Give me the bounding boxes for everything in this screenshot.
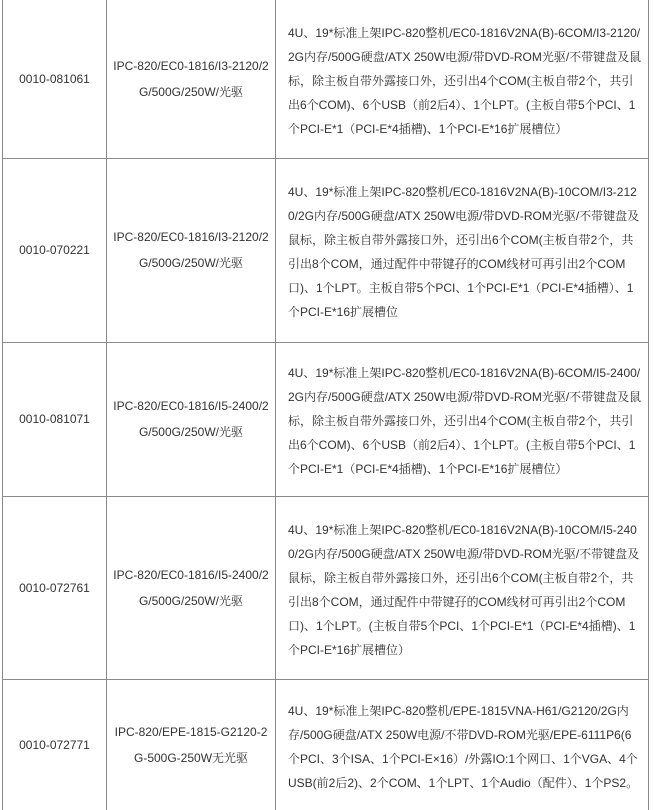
table-row [3, 496, 649, 679]
product-spec-table [2, 0, 649, 810]
model-name: IPC-820/EC0-1816/I5-2400/2G/500G/250W/光驱 [113, 567, 269, 608]
model-name: IPC-820/EC0-1816/I5-2400/2G/500G/250W/光驱 [113, 399, 269, 439]
model-name: IPC-820/EPE-1815-G2120-2G-500G-250W无光驱 [114, 724, 268, 765]
part-number: 0010-072761 [19, 580, 90, 595]
table-row [3, 0, 649, 158]
part-number: 0010-081061 [19, 71, 90, 86]
description: 4U、19*标准上架IPC-820整机/EC0-1816V2NA(B)-10COM/I5-2400/2G内存/500G硬盘/ATX 250W电源/带DVD-ROM光驱/不带键盘及鼠标，除主板自带外露接口外，还引出6个COM(主板自带2个，共引出8个COM，通过配件中带键孖的COM线材可再引出2个COM口)、1个LPT。(主板自带5个PCI、1个PCI-E*1（PCI-E*4插槽)、1个PCI-E*16扩展槽位） [288, 522, 640, 657]
description: 4U、19*标准上架IPC-820整机/EPE-1815VNA-H61/G2120/2G内存/500G硬盘/ATX 250W电源/不带DVD-ROM光驱/EPE-6111P6(6个PCI、3个ISA、1个PCI-E×16）/外露IO:1个网口、1个VGA、4个USB(前2后2)、2个COM、1个LPT、1个Audio（配件）、1个PS2。 [288, 703, 639, 790]
model-cell [107, 496, 276, 679]
description-cell [276, 679, 649, 810]
model-cell [107, 342, 276, 496]
part-number-cell [3, 0, 107, 158]
part-number-cell [3, 496, 107, 679]
model-cell [107, 679, 276, 810]
model-name: IPC-820/EC0-1816/I3-2120/2G/500G/250W/光驱 [113, 58, 269, 99]
description: 4U、19*标准上架IPC-820整机/EC0-1816V2NA(B)-10COM/I3-2120/2G内存/500G硬盘/ATX 250W电源/带DVD-ROM光驱/不带键盘及鼠标，除主板自带外露接口外，还引出6个COM(主板自带2个，共引出8个COM，通过配件中带键孖的COM线材可再引出2个COM口)、1个LPT。主板自带5个PCI、1个PCI-E*1（PCI-E*4插槽）、1个PCI-E*16扩展槽位 [288, 185, 640, 319]
model-name: IPC-820/EC0-1816/I3-2120/2G/500G/250W/光驱 [113, 230, 269, 270]
description-cell [276, 0, 649, 158]
description: 4U、19*标准上架IPC-820整机/EC0-1816V2NA(B)-6COM/I5-2400/2G内存/500G硬盘/ATX 250W电源/带DVD-ROM光驱/不带键盘及鼠标，除主板自带外露接口外，还引出4个COM(主板自带2个，共引出6个COM)、6个USB（前2后4）、1个LPT。(主板自带5个PCI、1个PCI-E*1（PCI-E*4插槽)、1个PCI-E*16扩展槽位） [288, 366, 642, 476]
description-cell [276, 496, 649, 679]
part-number-cell [3, 679, 107, 810]
part-number-cell [3, 158, 107, 342]
description-cell [276, 158, 649, 342]
part-number: 0010-070221 [19, 243, 90, 257]
part-number-cell [3, 342, 107, 496]
description-cell [276, 342, 649, 496]
table-row [3, 342, 649, 496]
table-row [3, 679, 649, 810]
part-number: 0010-072771 [19, 737, 90, 752]
model-cell [107, 158, 276, 342]
description: 4U、19*标准上架IPC-820整机/EC0-1816V2NA(B)-6COM/I3-2120/2G内存/500G硬盘/ATX 250W电源/带DVD-ROM光驱/不带键盘及鼠标，除主板自带外露接口外，还引出4个COM(主板自带2个，共引出6个COM)、6个USB（前2后4）、1个LPT。(主板自带5个PCI、1个PCI-E*1（PCI-E*4插槽)、1个PCI-E*16扩展槽位） [288, 25, 642, 136]
model-cell [107, 0, 276, 158]
table-row [3, 158, 649, 342]
part-number: 0010-081071 [19, 412, 90, 426]
